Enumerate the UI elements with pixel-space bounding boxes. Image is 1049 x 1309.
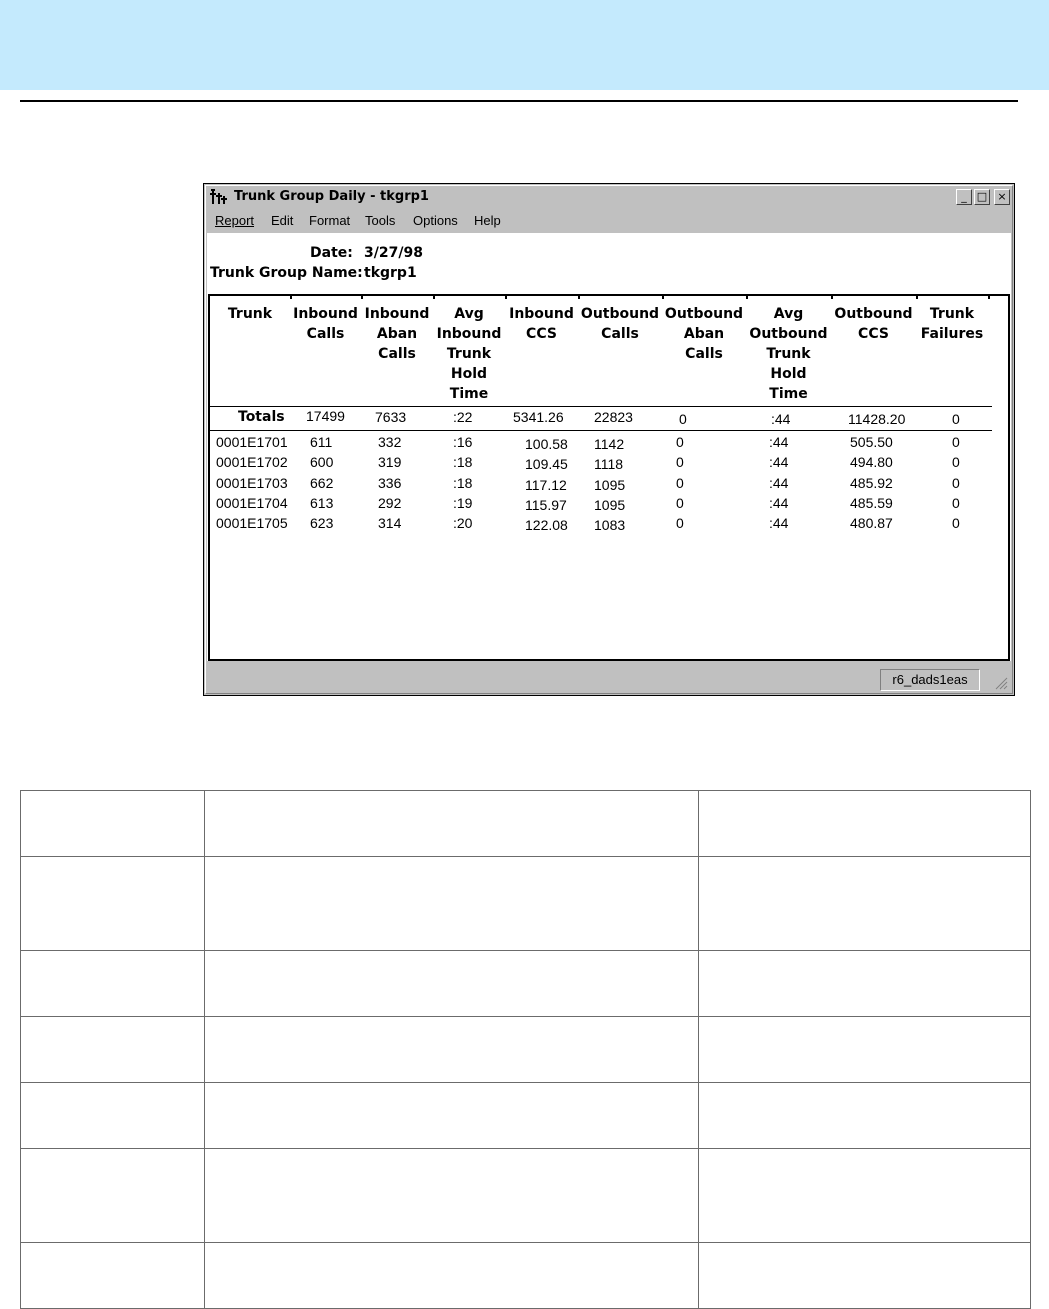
table-cell bbox=[699, 951, 1031, 1017]
menu-tools-label: Tools bbox=[365, 213, 396, 228]
menu-report[interactable] bbox=[215, 213, 254, 228]
row-outbound-aban-calls: 0 bbox=[676, 515, 684, 531]
col-header-avg-outbound-hold[interactable]: Avg Outbound Trunk Hold Time bbox=[749, 306, 828, 402]
row-inbound-ccs: 100.58 bbox=[525, 436, 568, 452]
row-avg-inbound-hold: :18 bbox=[453, 475, 473, 491]
row-trunk-failures: 0 bbox=[952, 475, 960, 491]
row-avg-inbound-hold: :18 bbox=[453, 454, 473, 470]
table-cell bbox=[699, 1083, 1031, 1149]
col-separator bbox=[916, 294, 918, 299]
page-header-band bbox=[0, 0, 1049, 90]
row-inbound-ccs: 109.45 bbox=[525, 456, 568, 472]
window-title: Trunk Group Daily - tkgrp1 bbox=[234, 189, 429, 204]
menu-format[interactable] bbox=[309, 213, 350, 228]
row-inbound-calls: 611 bbox=[310, 434, 333, 450]
table-cell bbox=[699, 1017, 1031, 1083]
row-inbound-aban-calls: 332 bbox=[378, 434, 402, 450]
row-avg-inbound-hold: :19 bbox=[453, 495, 473, 511]
table-cell bbox=[21, 791, 205, 857]
menu-edit[interactable] bbox=[271, 213, 293, 228]
totals-avg-inbound-hold: :22 bbox=[453, 409, 473, 425]
resize-grip-icon[interactable] bbox=[994, 676, 1008, 690]
row-inbound-calls: 623 bbox=[310, 515, 334, 531]
row-outbound-calls: 1095 bbox=[594, 497, 626, 513]
table-cell bbox=[205, 1083, 699, 1149]
menu-help-label: Help bbox=[474, 213, 501, 228]
row-avg-outbound-hold: :44 bbox=[769, 454, 789, 470]
totals-outbound-aban-calls: 0 bbox=[679, 411, 687, 427]
row-trunk-id: 0001E1704 bbox=[216, 495, 288, 511]
row-inbound-ccs: 117.12 bbox=[525, 477, 567, 493]
table-cell bbox=[699, 1149, 1031, 1243]
menu-report-label: Report bbox=[215, 213, 255, 228]
row-outbound-ccs: 505.50 bbox=[850, 434, 893, 450]
header-divider bbox=[210, 406, 992, 407]
row-trunk-id: 0001E1702 bbox=[216, 454, 288, 470]
table-cell bbox=[205, 1243, 699, 1309]
row-outbound-ccs: 480.87 bbox=[850, 515, 893, 531]
col-separator bbox=[988, 294, 990, 299]
col-separator bbox=[662, 294, 664, 299]
totals-avg-outbound-hold: :44 bbox=[771, 411, 791, 427]
status-server-panel: r6_dads1eas bbox=[880, 669, 980, 691]
row-outbound-ccs: 485.92 bbox=[850, 475, 893, 491]
menu-options-label: Options bbox=[413, 213, 458, 228]
row-outbound-aban-calls: 0 bbox=[676, 495, 684, 511]
table-cell bbox=[21, 1017, 205, 1083]
row-outbound-calls: 1083 bbox=[594, 517, 626, 533]
col-separator bbox=[505, 294, 507, 299]
row-avg-outbound-hold: :44 bbox=[769, 515, 789, 531]
blank-reference-table bbox=[20, 790, 1031, 1309]
table-cell bbox=[21, 857, 205, 951]
row-outbound-aban-calls: 0 bbox=[676, 434, 684, 450]
row-trunk-id: 0001E1703 bbox=[216, 475, 288, 491]
table-cell bbox=[699, 857, 1031, 951]
row-outbound-aban-calls: 0 bbox=[676, 454, 684, 470]
col-header-outbound-calls[interactable]: Outbound Calls bbox=[580, 306, 660, 342]
row-avg-inbound-hold: :20 bbox=[453, 515, 473, 531]
status-bar bbox=[206, 665, 1012, 693]
row-inbound-aban-calls: 319 bbox=[378, 454, 402, 470]
col-header-inbound-aban-calls[interactable]: Inbound Aban Calls bbox=[364, 306, 430, 362]
col-separator bbox=[746, 294, 748, 299]
row-outbound-calls: 1095 bbox=[594, 477, 626, 493]
minimize-button[interactable]: _ bbox=[956, 189, 972, 205]
totals-trunk-failures: 0 bbox=[952, 411, 960, 427]
row-outbound-calls: 1142 bbox=[594, 436, 625, 452]
col-separator bbox=[290, 294, 292, 299]
table-cell bbox=[21, 1149, 205, 1243]
report-window bbox=[203, 183, 1015, 696]
table-cell bbox=[205, 1017, 699, 1083]
close-button[interactable]: × bbox=[994, 189, 1010, 205]
report-content bbox=[207, 233, 1011, 661]
trunk-group-name-value: tkgrp1 bbox=[364, 265, 417, 281]
table-cell bbox=[205, 1149, 699, 1243]
menu-options[interactable] bbox=[413, 213, 458, 228]
report-grid[interactable] bbox=[208, 294, 1010, 661]
table-cell bbox=[21, 951, 205, 1017]
title-bar[interactable] bbox=[206, 186, 1012, 208]
totals-inbound-aban-calls: 7633 bbox=[375, 409, 407, 425]
header-rule bbox=[20, 100, 1018, 102]
totals-label: Totals bbox=[238, 409, 285, 425]
menu-bar bbox=[206, 210, 1012, 230]
table-cell bbox=[699, 791, 1031, 857]
maximize-button[interactable]: □ bbox=[974, 189, 990, 205]
row-trunk-failures: 0 bbox=[952, 495, 960, 511]
col-header-outbound-ccs[interactable]: Outbound CCS bbox=[834, 306, 913, 342]
table-cell bbox=[699, 1243, 1031, 1309]
table-cell bbox=[21, 1243, 205, 1309]
date-label: Date: bbox=[310, 245, 353, 261]
row-inbound-aban-calls: 292 bbox=[378, 495, 402, 511]
row-outbound-ccs: 485.59 bbox=[850, 495, 893, 511]
row-inbound-calls: 613 bbox=[310, 495, 334, 511]
row-inbound-aban-calls: 314 bbox=[378, 515, 402, 531]
trunk-group-icon bbox=[210, 189, 228, 205]
totals-outbound-calls: 22823 bbox=[594, 409, 633, 425]
row-trunk-id: 0001E1701 bbox=[216, 434, 288, 450]
table-cell bbox=[205, 857, 699, 951]
table-cell bbox=[205, 791, 699, 857]
row-inbound-calls: 600 bbox=[310, 454, 334, 470]
row-avg-inbound-hold: :16 bbox=[453, 434, 473, 450]
row-inbound-ccs: 115.97 bbox=[525, 497, 567, 513]
menu-format-label: Format bbox=[309, 213, 351, 228]
row-avg-outbound-hold: :44 bbox=[769, 495, 789, 511]
trunk-group-name-label: Trunk Group Name: bbox=[210, 265, 363, 281]
col-separator bbox=[433, 294, 435, 299]
row-trunk-failures: 0 bbox=[952, 515, 960, 531]
row-trunk-failures: 0 bbox=[952, 454, 960, 470]
col-separator bbox=[578, 294, 580, 299]
totals-inbound-ccs: 5341.26 bbox=[513, 409, 564, 425]
row-trunk-failures: 0 bbox=[952, 434, 960, 450]
col-header-inbound-ccs[interactable]: Inbound CCS bbox=[509, 306, 574, 342]
totals-outbound-ccs: 11428.20 bbox=[848, 411, 906, 427]
totals-divider bbox=[210, 430, 992, 431]
col-separator bbox=[361, 294, 363, 299]
col-header-trunk-failures[interactable]: Trunk Failures bbox=[920, 306, 984, 342]
col-header-trunk[interactable]: Trunk bbox=[227, 306, 273, 322]
menu-edit-label: Edit bbox=[271, 213, 294, 228]
date-value: 3/27/98 bbox=[364, 245, 423, 261]
col-header-outbound-aban-calls[interactable]: Outbound Aban Calls bbox=[664, 306, 744, 362]
row-outbound-aban-calls: 0 bbox=[676, 475, 684, 491]
menu-tools[interactable] bbox=[365, 213, 395, 228]
totals-inbound-calls: 17499 bbox=[306, 408, 345, 424]
row-outbound-calls: 1118 bbox=[594, 456, 624, 472]
table-cell bbox=[21, 1083, 205, 1149]
row-avg-outbound-hold: :44 bbox=[769, 475, 789, 491]
menu-help[interactable] bbox=[474, 213, 501, 228]
row-inbound-ccs: 122.08 bbox=[525, 517, 568, 533]
row-avg-outbound-hold: :44 bbox=[769, 434, 789, 450]
row-outbound-ccs: 494.80 bbox=[850, 454, 893, 470]
row-inbound-calls: 662 bbox=[310, 475, 334, 491]
row-inbound-aban-calls: 336 bbox=[378, 475, 402, 491]
col-separator bbox=[831, 294, 833, 299]
col-header-inbound-calls[interactable]: Inbound Calls bbox=[293, 306, 358, 342]
col-header-avg-inbound-hold[interactable]: Avg Inbound Trunk Hold Time bbox=[436, 306, 502, 402]
table-cell bbox=[205, 951, 699, 1017]
row-trunk-id: 0001E1705 bbox=[216, 515, 288, 531]
